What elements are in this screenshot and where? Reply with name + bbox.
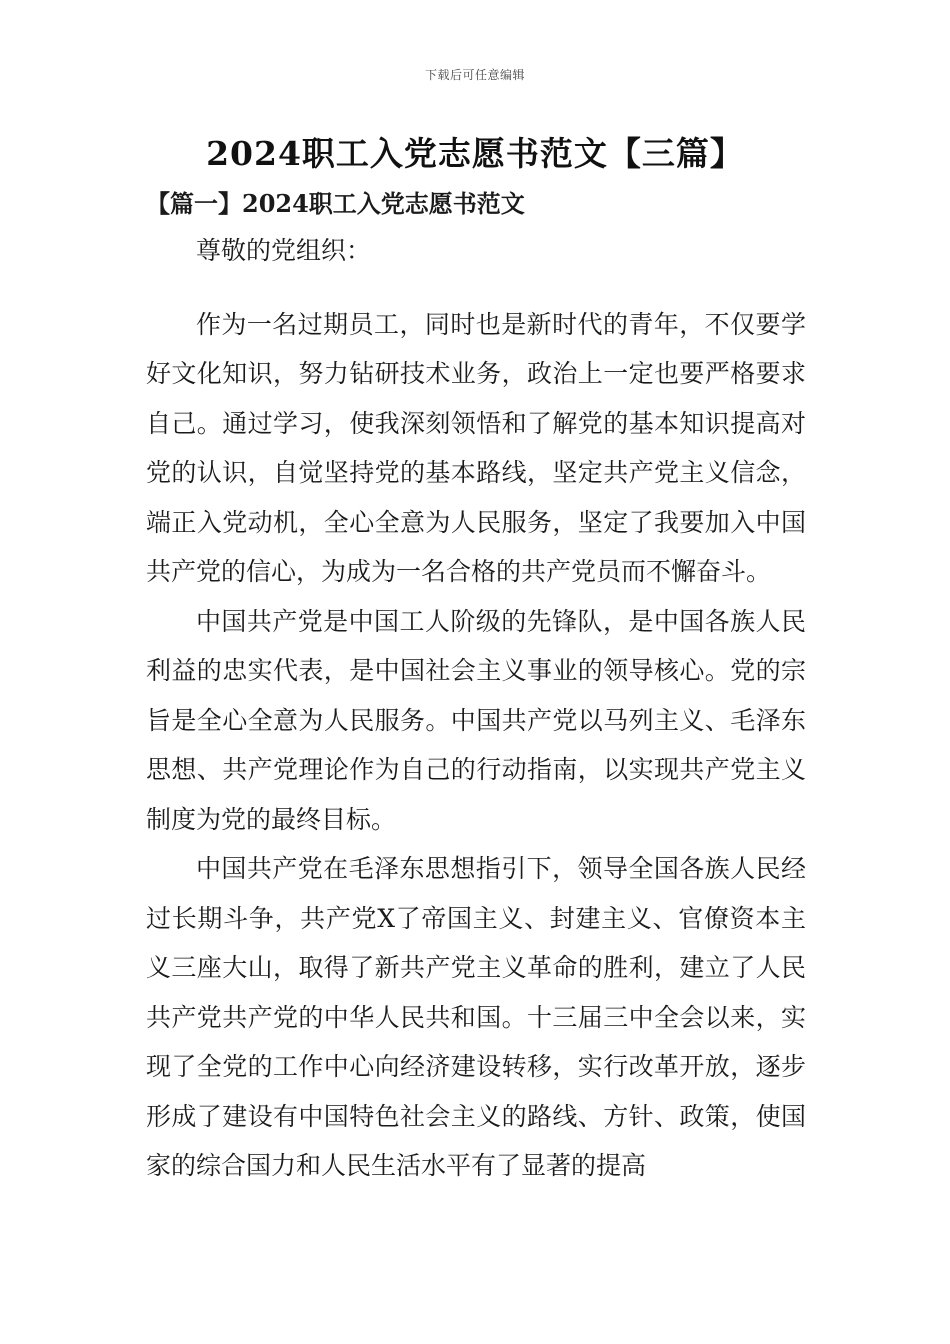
document-body <box>146 226 806 1191</box>
section-heading: 【篇一】2024职工入党志愿书范文 <box>146 189 525 218</box>
salutation: 尊敬的党组织： <box>196 236 372 265</box>
paragraph: 中国共产党在毛泽东思想指引下，领导全国各族人民经过长期斗争，共产党X了帝国主义、封建主义、官僚资本主义三座大山，取得了新共产党主义革命的胜利，建立了人民共产党共产党的中华人民共和国。十三届三中全会以来，实现了全党的工作中心向经济建设转移，实行改革开放，逐步形成了建设有中国特色社会主义的路线、方针、政策，使国家的综合国力和人民生活水平有了显著的提高 <box>146 854 806 1180</box>
paragraph: 作为一名过期员工，同时也是新时代的青年，不仅要学好文化知识，努力钻研技术业务，政治上一定也要严格要求自己。通过学习，使我深刻领悟和了解党的基本知识提高对党的认识，自觉坚持党的基本路线，坚定共产党主义信念，端正入党动机，全心全意为人民服务，坚定了我要加入中国共产党的信心，为成为一名合格的共产党员而不懈奋斗。 <box>146 309 806 586</box>
document-title: 2024职工入党志愿书范文【三篇】 <box>206 134 744 173</box>
header-note: 下载后可任意编辑 <box>424 68 525 82</box>
paragraph: 中国共产党是中国工人阶级的先锋队，是中国各族人民利益的忠实代表，是中国社会主义事业的领导核心。党的宗旨是全心全意为人民服务。中国共产党以马列主义、毛泽东思想、共产党理论作为自己的行动指南，以实现共产党主义制度为党的最终目标。 <box>146 606 806 834</box>
